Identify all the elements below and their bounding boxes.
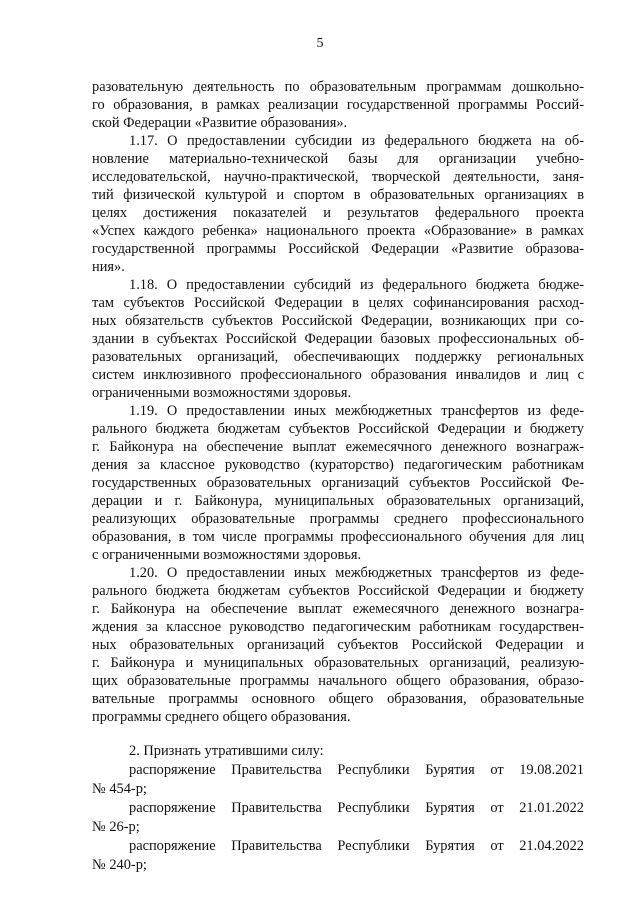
- text-line: реализующих образовательные программы среднего профессионального: [92, 511, 584, 527]
- text-line: здании в субъектах Российской Федерации базовых профессиональных об-: [92, 331, 584, 347]
- text-line: го образования, в рамках реализации государственной программы Россий-: [92, 97, 584, 113]
- text-line: 1.20. О предоставлении иных межбюджетных трансфертов из феде-: [129, 565, 584, 581]
- text-line: программы среднего общего образования.: [92, 709, 351, 725]
- text-line: 1.19. О предоставлении иных межбюджетных трансфертов из феде-: [129, 403, 584, 419]
- text-line: рального бюджета бюджетам субъектов Российской Федерации и бюджету: [92, 421, 584, 437]
- text-line: рального бюджета бюджетам субъектов Российской Федерации и бюджету: [92, 583, 584, 599]
- text-line: 2. Признать утратившими силу:: [129, 743, 324, 759]
- text-line: распоряжение Правительства Республики Бурятия от 21.01.2022: [129, 800, 584, 816]
- page-number: 5: [316, 36, 324, 51]
- text-line: новление материально-технической базы для организации учебно-: [92, 151, 584, 167]
- text-line: распоряжение Правительства Республики Бурятия от 21.04.2022: [129, 838, 584, 854]
- text-line: государственных образовательных организаций субъектов Российской Фе-: [92, 475, 584, 491]
- text-line: исследовательской, научно-практической, творческой деятельности, заня-: [92, 169, 584, 185]
- text-line: г. Байконура и муниципальных образовательных организаций, реализую-: [92, 655, 584, 671]
- text-line: ных обязательств субъектов Российской Федерации, возникающих при со-: [92, 313, 584, 329]
- text-line: распоряжение Правительства Республики Бурятия от 19.08.2021: [129, 762, 584, 778]
- text-line: государственной программы Российской Федерации «Развитие образова-: [92, 241, 584, 257]
- text-line: разовательных организаций, обеспечивающих поддержку региональных: [92, 349, 584, 365]
- text-line: систем инклюзивного профессионального образования инвалидов и лиц с: [92, 367, 584, 383]
- text-line: образования, в том числе программы профессионального обучения для лиц: [92, 529, 584, 545]
- text-line: 1.18. О предоставлении субсидий из федерального бюджета бюдже-: [129, 277, 584, 293]
- text-line: «Успех каждого ребенка» национального проекта «Образование» в рамках: [92, 223, 584, 239]
- text-line: дения за классное руководство (кураторство) педагогическим работникам: [92, 457, 584, 473]
- text-line: ждения за классное руководство педагогическим работникам государствен-: [92, 619, 584, 635]
- text-line: дерации и г. Байконура, муниципальных образовательных организаций,: [92, 493, 584, 509]
- text-line: вательные программы основного общего образования, образовательные: [92, 691, 584, 707]
- text-line: 1.17. О предоставлении субсидии из федерального бюджета на об-: [129, 133, 584, 149]
- text-line: ограниченными возможностями здоровья.: [92, 385, 352, 401]
- text-line: ской Федерации «Развитие образования».: [92, 115, 348, 131]
- text-line: щих образовательные программы начального общего образования, образо-: [92, 673, 584, 689]
- text-line: г. Байконура на обеспечение выплат ежемесячного денежного вознагра-: [92, 601, 584, 617]
- text-line: № 240-р;: [92, 857, 147, 873]
- text-line: там субъектов Российской Федерации в целях софинансирования расход-: [92, 295, 584, 311]
- text-line: ния».: [92, 259, 125, 275]
- text-line: № 454-р;: [92, 781, 147, 797]
- text-line: целях достижения показателей и результатов федерального проекта: [92, 205, 584, 221]
- text-line: г. Байконура на обеспечение выплат ежемесячного денежного вознаграж-: [92, 439, 584, 455]
- text-line: № 26-р;: [92, 819, 140, 835]
- text-line: разовательную деятельность по образовательным программам дошкольно-: [92, 79, 584, 95]
- text-line: с ограниченными возможностями здоровья.: [92, 547, 362, 563]
- text-line: ных образовательных организаций субъектов Российской Федерации и: [92, 637, 584, 653]
- text-line: тий физической культурой и спортом в образовательных организациях в: [92, 187, 584, 203]
